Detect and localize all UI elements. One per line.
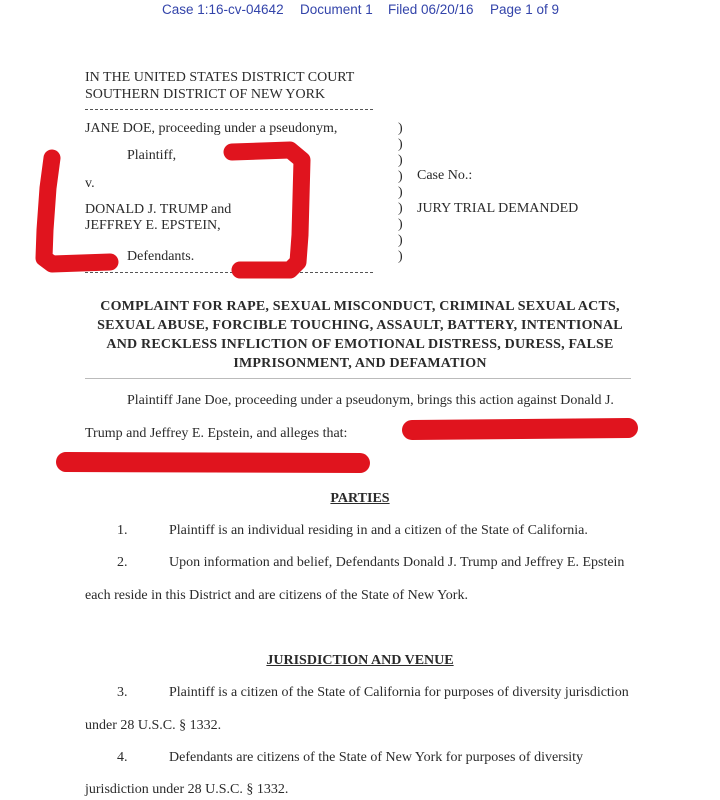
paragraph-3-text: Plaintiff is a citizen of the State of California for purposes of diversity jurisdiction	[169, 685, 629, 700]
court-name-line1: IN THE UNITED STATES DISTRICT COURT	[85, 70, 355, 85]
caption-paren: )	[398, 185, 403, 200]
jury-demand: JURY TRIAL DEMANDED	[417, 201, 579, 216]
case-number-label: Case No.:	[417, 168, 473, 183]
redaction-bar-lower	[66, 462, 360, 463]
redaction-bracket-right	[232, 150, 302, 270]
paragraph-4-continuation: jurisdiction under 28 U.S.C. § 1332.	[85, 782, 289, 797]
paragraph-1-text: Plaintiff is an individual residing in and a citizen of the State of California.	[169, 523, 588, 538]
paragraph-number: 1.	[117, 523, 128, 538]
caption-paren: )	[398, 153, 403, 168]
paragraph-number: 2.	[117, 555, 128, 570]
paragraph-3-continuation: under 28 U.S.C. § 1332.	[85, 718, 222, 733]
caption-paren: )	[398, 249, 403, 264]
versus: v.	[85, 176, 95, 191]
caption-paren: )	[398, 201, 403, 216]
caption-paren: )	[398, 233, 403, 248]
intro-line2: Trump and Jeffrey E. Epstein, and alleges that:	[85, 426, 348, 441]
caption-paren: )	[398, 169, 403, 184]
complaint-title-line2: SEXUAL ABUSE, FORCIBLE TOUCHING, ASSAULT, BATTERY, INTENTIONAL	[97, 318, 623, 333]
redaction-bracket-left	[44, 158, 110, 264]
complaint-title-line1: COMPLAINT FOR RAPE, SEXUAL MISCONDUCT, CRIMINAL SEXUAL ACTS,	[100, 299, 620, 314]
defendant-name-line2: JEFFREY E. EPSTEIN,	[85, 218, 221, 233]
paragraph-2-continuation: each reside in this District and are citizens of the State of New York.	[85, 588, 468, 603]
redaction-bar-upper	[412, 428, 628, 430]
court-name-line2: SOUTHERN DISTRICT OF NEW YORK	[85, 87, 326, 102]
paragraph-4-text: Defendants are citizens of the State of New York for purposes of diversity	[169, 750, 584, 765]
paragraph-number: 4.	[117, 750, 128, 765]
defendant-role: Defendants.	[127, 249, 195, 264]
complaint-title	[60, 297, 660, 373]
ecf-document-number: Document 1	[300, 2, 373, 17]
complaint-title-line3: AND RECKLESS INFLICTION OF EMOTIONAL DISTRESS, DURESS, FALSE	[106, 337, 614, 352]
caption-paren: )	[398, 137, 403, 152]
defendant-name-line1: DONALD J. TRUMP and	[85, 202, 232, 217]
parties-heading: PARTIES	[330, 491, 390, 506]
caption-paren: )	[398, 121, 403, 136]
ecf-filed-date: Filed 06/20/16	[388, 2, 474, 17]
plaintiff-role: Plaintiff,	[127, 148, 177, 163]
title-divider	[85, 378, 631, 379]
caption-paren: )	[398, 217, 403, 232]
complaint-title-line4: IMPRISONMENT, AND DEFAMATION	[233, 356, 487, 371]
plaintiff-name: JANE DOE, proceeding under a pseudonym,	[85, 121, 338, 136]
paragraph-2-text: Upon information and belief, Defendants Donald J. Trump and Jeffrey E. Epstein	[169, 555, 625, 570]
ecf-page-number: Page 1 of 9	[490, 2, 560, 17]
paragraph-number: 3.	[117, 685, 128, 700]
jurisdiction-heading: JURISDICTION AND VENUE	[266, 653, 454, 668]
intro-line1: Plaintiff Jane Doe, proceeding under a pseudonym, brings this action against Donald J.	[127, 393, 614, 408]
ecf-case-number: Case 1:16-cv-04642	[162, 2, 284, 17]
